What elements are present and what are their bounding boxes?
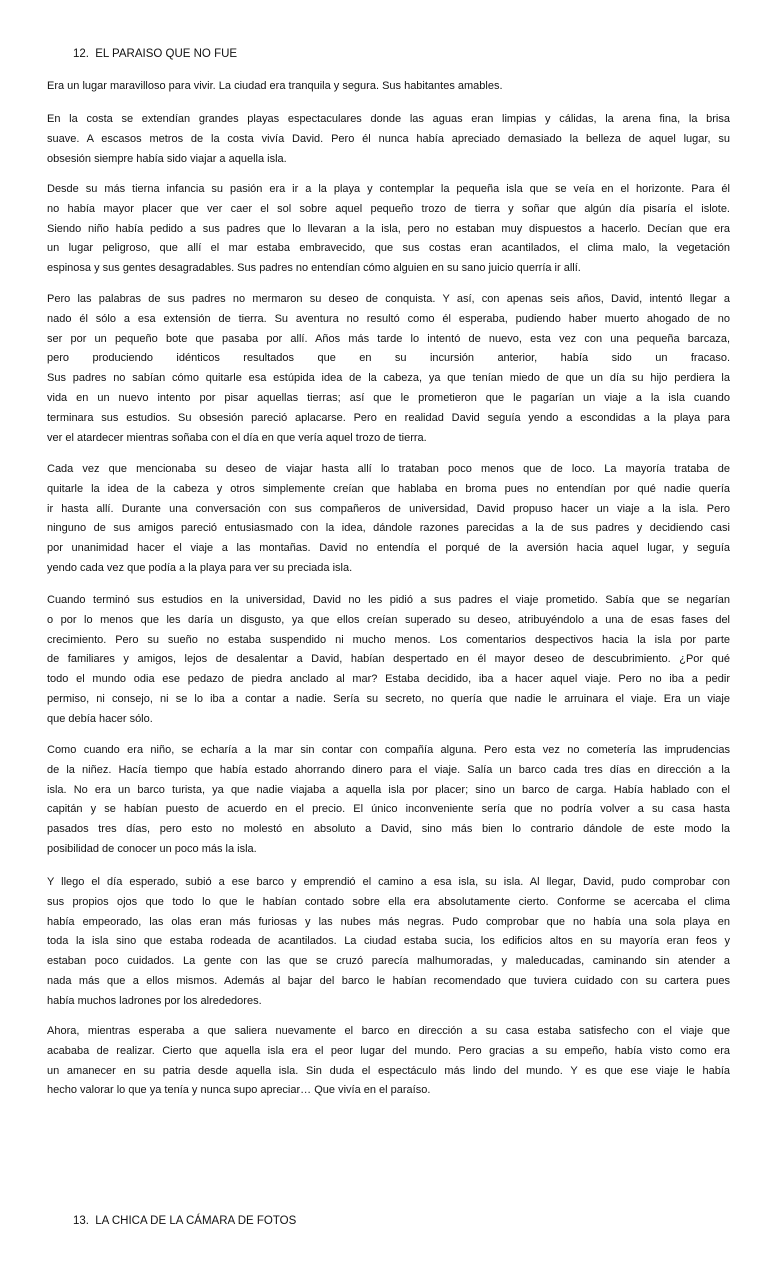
text-line: nado él sólo a esa extensión de tierra. Su aventura no resultó como él esperaba, pudiendo haber muerto ahogado de no <box>47 312 730 325</box>
body-paragraph <box>47 873 730 1012</box>
text-line: Ahora, mientras esperaba a que saliera nuevamente el barco en dirección a su casa estaba satisfecho con el viaje que <box>47 1025 730 1037</box>
text-line: de la niñez. Hacía tiempo que había estado ahorrando dinero para el viaje. Salía un barco cada tres días en dirección a la <box>47 763 730 776</box>
text-line: estaban poco cuidados. La gente con las que se cruzó parecía malhumoradas, y maleducadas, caminando sin atender a <box>47 955 730 968</box>
chapter-number: 13. <box>73 1215 89 1227</box>
text-line: Siendo niño había pedido a sus padres que lo llevaran a la isla, pero no estaban muy dispuestos a hacerlo. Decían que era <box>47 222 730 235</box>
text-line: ver el atardecer mientras soñaba con el día en que vería aquel trozo de tierra. <box>47 431 427 444</box>
text-line: acababa de realizar. Cierto que aquella isla era el peor lugar del mundo. Pero gracias a su empeño, había visto como era <box>47 1044 730 1057</box>
text-line: quitarle la idea de la cabeza y otros simplemente creían que hablaba en broma pues no entendían por qué nadie quería <box>47 482 730 495</box>
text-line: pero produciendo idénticos resultados que en su incursión anterior, había sido un fracaso. <box>47 352 730 365</box>
text-line: suave. A escasos metros de la costa vivía David. Pero él nunca había apreciado demasiado la belleza de aquel lugar, su <box>47 132 730 145</box>
text-line: sus propios ojos que todo lo que le habían contado sobre ella era absolutamente cierto. Conforme se acercaba el clima <box>47 895 730 908</box>
text-line: que debía hacer sólo. <box>47 712 153 725</box>
text-line: había muchos ladrones por los alrededores. <box>47 994 262 1007</box>
text-line: pasados tres días, pero esto no molestó en absoluto a David, sino más bien lo contrario dándole de este modo la <box>47 823 730 836</box>
body-paragraph <box>47 180 730 279</box>
text-line: posibilidad de conocer un poco más la isla. <box>47 842 257 855</box>
text-line: Cada vez que mencionaba su deseo de viajar hasta allí lo trataban poco menos que de loco. La mayoría trataba de <box>47 463 730 475</box>
text-line: hecho valorar lo que ya tenía y nunca supo apreciar… Que vivía en el paraíso. <box>47 1084 431 1097</box>
text-line: Pero las palabras de sus padres no mermaron su deseo de conquista. Y así, con apenas seis años, David, intentó llegar a <box>47 293 730 305</box>
chapter-heading-12 <box>73 44 237 64</box>
text-line: ninguno de sus amigos pareció entusiasmado con la idea, dándole razones parecidas a la de sus padres y decidiendo casi <box>47 522 730 535</box>
text-line: yendo cada vez que podía a la playa para ver su preciada isla. <box>47 561 353 574</box>
text-line: Como cuando era niño, se echaría a la mar sin contar con compañía alguna. Pero esta vez no cometería las imprudencias <box>47 744 730 756</box>
text-line: todo el mundo odia ese pedazo de piedra anclado al mar? Estaba decidido, iba a hacer aquel viaje. Pero no iba a pedir <box>47 673 730 686</box>
text-line: vida en un nuevo intento por pisar aquellas tierras; así que le prometieron que le pagarían un viaje a la isla cuando <box>47 391 730 404</box>
chapter-title: EL PARAISO QUE NO FUE <box>95 48 238 60</box>
text-line: isla. No era un barco turista, ya que nadie viajaba a aquella isla por placer; sino un barco de carga. Había hablado con el <box>47 783 730 796</box>
chapter-title: LA CHICA DE LA CÁMARA DE FOTOS <box>95 1215 297 1227</box>
body-paragraph <box>47 290 730 448</box>
text-line: terminara sus estudios. Su obsesión pareció aplacarse. Pero en realidad David seguía yendo a escondidas a la playa para <box>47 411 730 424</box>
text-line: Cuando terminó sus estudios en la universidad, David no les pidió a sus padres el viaje prometido. Sabía que se negarían <box>47 594 730 606</box>
body-paragraph <box>47 591 730 730</box>
text-line: crecimiento. Pero su sueño no estaba suspendido ni mucho menos. Los comentarios despectivos hacia la isla por parte <box>47 633 730 646</box>
text-line: por unanimidad hacer el viaje a las montañas. David no entendía el porqué de la aversión hacia aquel lugar, y seguía <box>47 542 730 555</box>
text-line: Era un lugar maravilloso para vivir. La ciudad era tranquila y segura. Sus habitantes amables. <box>47 80 503 92</box>
text-line: Sus padres no sabían cómo quitarle esa estúpida idea de la cabeza, ya que tenían miedo de que un día su hijo perdiera la <box>47 372 730 385</box>
text-line: permiso, ni consejo, ni se lo iba a contar a nadie. Sería su secreto, no quería que nadie le arruinara el viaje. Era un viaje <box>47 692 730 705</box>
text-line: o por lo menos que les daría un disgusto, ya que ellos creían superado su deseo, atribuyéndolo a una de esas fases del <box>47 613 730 626</box>
text-line: capitán y se habían puesto de acuerdo en el precio. El único inconveniente sería que no podría volver a su casa hasta <box>47 803 730 816</box>
text-line: toda la isla sino que estaba rodeada de acantilados. La ciudad estaba sucia, los edificios altos en su mayoría eran feos y <box>47 935 730 948</box>
text-line: obsesión siempre había sido viajar a aquella isla. <box>47 152 287 165</box>
text-line: de familiares y amigos, lejos de desalentar a David, habían despertado en él mayor deseo de descubrimiento. ¿Por qué <box>47 653 730 666</box>
text-line: había empeorado, las olas eran más furiosas y las nubes más negras. Pudo comprobar que no había una sola playa en <box>47 915 730 928</box>
body-paragraph <box>47 77 730 97</box>
text-line: Y llego el día esperado, subió a ese barco y emprendió el camino a esa isla, su isla. Al llegar, David, pudo comprobar con <box>47 876 730 888</box>
body-paragraph <box>47 741 730 860</box>
chapter-heading-13 <box>73 1211 296 1231</box>
body-paragraph <box>47 110 730 169</box>
chapter-number: 12. <box>73 48 89 60</box>
text-line: ser por un pequeño bote que pasaba por allí. Años más tarde lo intentó de nuevo, esta vez con una pequeña barcaza, <box>47 332 730 345</box>
text-line: nada más que a ellos mismos. Además al bajar del barco le habían recomendado que tuviera cuidado con su cartera pues <box>47 974 730 987</box>
body-paragraph <box>47 460 730 579</box>
text-line: espinosa y sus gentes desagradables. Sus padres no entendían cómo alguien en su sano juicio querría ir allí. <box>47 262 581 275</box>
text-line: ir hasta allí. Durante una conversación con sus compañeros de universidad, David propuso hacer un viaje a la isla. Pero <box>47 502 730 515</box>
body-paragraph <box>47 1022 730 1101</box>
text-line: no había mayor placer que ver caer el sol sobre aquel pequeño trozo de tierra y soñar que algún día pisaría el islote. <box>47 202 730 215</box>
text-line: un lugar peligroso, que allí el mar estaba embravecido, que sus costas eran acantilados, el clima malo, la vegetación <box>47 242 730 255</box>
text-line: un amanecer en su patria desde aquella isla. Sin duda el espectáculo más lindo del mundo. Y es que ese viaje le había <box>47 1064 730 1077</box>
text-line: En la costa se extendían grandes playas espectaculares donde las aguas eran limpias y cálidas, la arena fina, la brisa <box>47 113 730 125</box>
text-line: Desde su más tierna infancia su pasión era ir a la playa y contemplar la pequeña isla que se veía en el horizonte. Para él <box>47 183 730 195</box>
